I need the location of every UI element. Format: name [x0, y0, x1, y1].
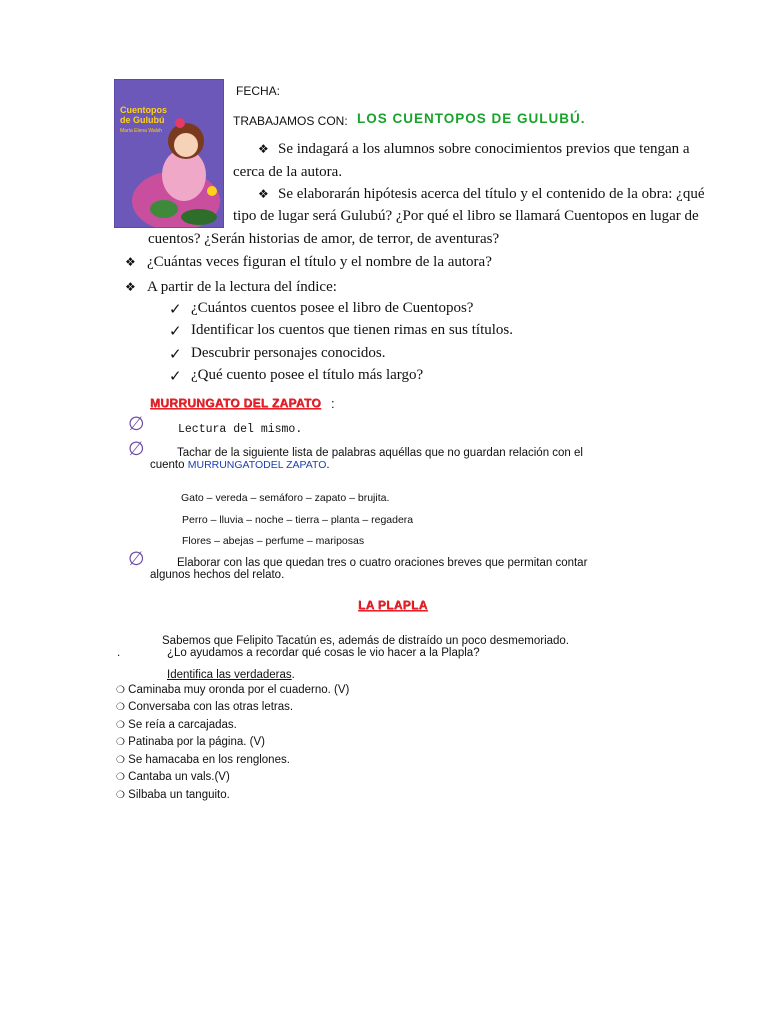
murrungato-link: MURRUNGATODEL ZAPATO [187, 459, 327, 471]
circle-bullet-icon: ❍ [116, 790, 125, 801]
option-7: ❍ Silbaba un tanguito. [116, 789, 230, 801]
intro-p2-line1: Se elaborarán hipótesis acerca del título y el contenido de la obra: ¿qué [278, 186, 705, 202]
option-1: ❍ Caminaba muy oronda por el cuaderno. (V) [116, 684, 350, 696]
word-list-2: Perro – lluvia – noche – tierra – planta – regadera [182, 514, 414, 526]
empty-set-icon: ∅ [128, 438, 145, 460]
murrungato-item2-line2: cuento MURRUNGATODEL ZAPATO. [150, 459, 330, 471]
circle-bullet-icon: ❍ [116, 772, 125, 783]
word-list-1: Gato – vereda – semáforo – zapato – brujita. [181, 492, 390, 504]
cover-illustration [114, 79, 224, 228]
check-icon: ✓ [169, 347, 182, 363]
bullet-diamond-icon: ❖ [258, 187, 269, 201]
empty-set-icon: ∅ [128, 413, 145, 435]
check-item-2: Identificar los cuentos que tienen rimas en sus títulos. [191, 322, 514, 338]
plapla-intro-dot: . [117, 647, 121, 659]
plapla-instruction: Identifica las verdaderas. [167, 669, 295, 681]
check-item-1: ¿Cuántos cuentos posee el libro de Cuentopos? [191, 300, 474, 316]
intro-p4: A partir de la lectura del índice: [147, 279, 337, 295]
book-cover-title: Cuentopos de Gulubú [120, 105, 167, 125]
trabajamos-label: TRABAJAMOS CON: [233, 114, 348, 128]
bullet-diamond-icon: ❖ [125, 255, 136, 269]
book-title: LOS CUENTOPOS DE GULUBÚ. [357, 111, 586, 126]
bullet-diamond-icon: ❖ [258, 142, 269, 156]
circle-bullet-icon: ❍ [116, 720, 125, 731]
murrungato-item1: Lectura del mismo. [178, 423, 303, 436]
murrungato-colon: : [331, 396, 335, 411]
check-icon: ✓ [169, 302, 182, 318]
check-item-4: ¿Qué cuento posee el título más largo? [191, 367, 424, 383]
check-item-3: Descubrir personajes conocidos. [191, 345, 386, 361]
check-icon: ✓ [169, 369, 182, 385]
circle-bullet-icon: ❍ [116, 685, 125, 696]
murrungato-item3-line1: Elaborar con las que quedan tres o cuatro oraciones breves que permitan contar [177, 557, 588, 569]
plapla-intro-line1: Sabemos que Felipito Tacatún es, además de distraído un poco desmemoriado. [162, 635, 570, 647]
option-5: ❍ Se hamacaba en los renglones. [116, 754, 290, 766]
empty-set-icon: ∅ [128, 548, 145, 570]
intro-p1-line2: cerca de la autora. [233, 164, 343, 180]
option-4: ❍ Patinaba por la página. (V) [116, 736, 265, 748]
intro-p1-line1: Se indagará a los alumnos sobre conocimientos previos que tengan a [278, 141, 690, 157]
book-cover-image [114, 79, 224, 228]
plapla-title: LA PLAPLA [358, 598, 428, 612]
murrungato-item2-line1: Tachar de la siguiente lista de palabras aquéllas que no guardan relación con el [177, 447, 583, 459]
murrungato-item3-line2: algunos hechos del relato. [150, 569, 285, 581]
option-3: ❍ Se reía a carcajadas. [116, 719, 237, 731]
fecha-label: FECHA: [236, 84, 281, 98]
bullet-diamond-icon: ❖ [125, 280, 136, 294]
circle-bullet-icon: ❍ [116, 702, 125, 713]
book-cover-author: María Elena Walsh [120, 128, 163, 134]
check-icon: ✓ [169, 324, 182, 340]
intro-p3: ¿Cuántas veces figuran el título y el nombre de la autora? [147, 254, 492, 270]
intro-p2-line2: tipo de lugar será Gulubú? ¿Por qué el libro se llamará Cuentopos en lugar de [233, 208, 699, 224]
circle-bullet-icon: ❍ [116, 755, 125, 766]
option-2: ❍ Conversaba con las otras letras. [116, 701, 294, 713]
circle-bullet-icon: ❍ [116, 737, 125, 748]
word-list-3: Flores – abejas – perfume – mariposas [182, 535, 365, 547]
plapla-intro-line2: ¿Lo ayudamos a recordar qué cosas le vio hacer a la Plapla? [167, 647, 480, 659]
intro-p2-line3: cuentos? ¿Serán historias de amor, de terror, de aventuras? [148, 231, 500, 247]
option-6: ❍ Cantaba un vals.(V) [116, 771, 230, 783]
murrungato-title: MURRUNGATO DEL ZAPATO [150, 396, 321, 410]
